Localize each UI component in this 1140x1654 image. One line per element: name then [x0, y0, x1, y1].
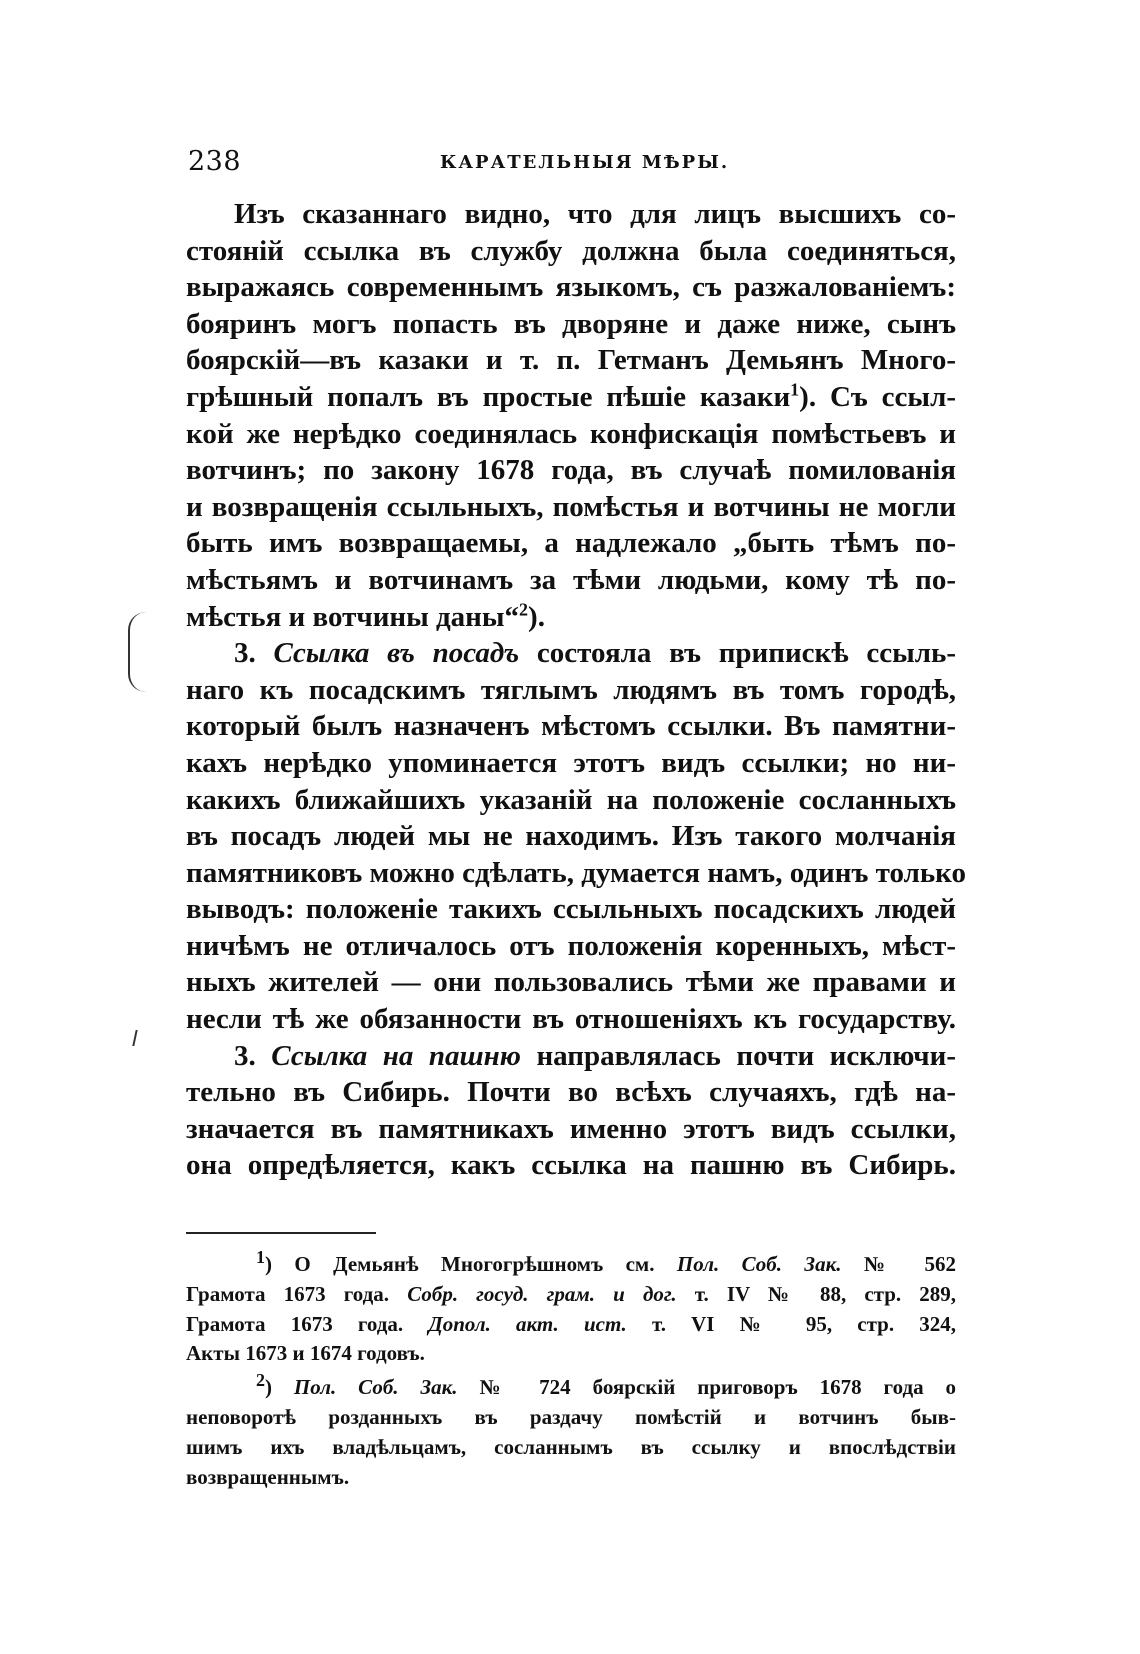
text-line: бояринъ могъ попасть въ дворяне и даже ниже, сынъ [186, 307, 956, 340]
text-line: боярскій—въ казаки и т. п. Гетманъ Демьянъ Много- [186, 344, 956, 377]
text-fragment: Грамота 1673 года. [186, 1281, 390, 1306]
footnotes [186, 1247, 957, 1492]
text-fragment: направлялась почти исключи- [536, 1039, 957, 1072]
text-line [186, 379, 956, 416]
text-line: кой же нерѣдко соединялась конфискація помѣстьевъ и [186, 417, 956, 450]
text-line: памятниковъ можно сдѣлать, думается намъ, одинъ только [186, 856, 967, 889]
footnote-2-line: возвращеннымъ. [186, 1464, 350, 1489]
text-line: наго къ посадскимъ тяглымъ людямъ въ томъ городѣ, [186, 673, 956, 706]
section-title: Ссылка въ посадъ [273, 637, 520, 670]
text-fragment: ) О Демьянѣ Многогрѣшномъ см. [265, 1252, 655, 1276]
text-line: выводъ: положеніе такихъ ссыльныхъ посадскихъ людей [186, 893, 956, 926]
footnote-ref-2: 2 [519, 598, 529, 619]
text-fragment: т. VI № 95, стр. 324, [651, 1311, 957, 1336]
text-line: вотчинъ; по закону 1678 года, въ случаѣ помилованія [186, 454, 956, 487]
body-text [186, 196, 967, 1184]
footnote-1-line: Акты 1673 и 1674 годовъ. [186, 1341, 425, 1366]
text-line: и возвращенія ссыльныхъ, помѣстья и вотчины не могли [186, 490, 956, 523]
text-line: кахъ нерѣдко упоминается этотъ видъ ссылки; но ни- [186, 746, 956, 779]
text-fragment: № 724 боярскій приговоръ 1678 года о [479, 1375, 957, 1400]
text-fragment: № 562 [863, 1252, 956, 1276]
footnote-2-line: шимъ ихъ владѣльцамъ, сосланнымъ въ ссылку и впослѣдствіи [186, 1434, 956, 1459]
text-fragment: Грамота 1673 года. [186, 1311, 404, 1336]
text-fragment: мѣстья и вотчины даны“ [186, 600, 520, 633]
citation-title: Пол. Соб. Зак. [676, 1252, 842, 1276]
footnote-2 [186, 1370, 957, 1492]
section-heading-line [186, 635, 956, 672]
footnote-2-line: неповоротѣ розданныхъ въ раздачу помѣстій и вотчинъ быв- [186, 1404, 956, 1429]
text-fragment: т. IV № 88, стр. 289, [694, 1281, 957, 1306]
text-line: какихъ ближайшихъ указаній на положеніе сосланныхъ [186, 783, 956, 816]
text-line: мѣстьямъ и вотчинамъ за тѣми людьми, кому тѣ по- [186, 563, 956, 596]
text-line: ничѣмъ не отличалось отъ положенія коренныхъ, мѣст- [186, 929, 956, 962]
footnote-rule [186, 1232, 376, 1234]
text-line [186, 599, 956, 636]
text-line: тельно въ Сибирь. Почти во всѣхъ случаяхъ, гдѣ на- [186, 1076, 956, 1109]
marginal-bracket [128, 612, 148, 692]
text-fragment: состояла въ припискѣ ссыль- [536, 637, 957, 670]
footnote-2-line [256, 1370, 957, 1403]
text-line: въ посадъ людей мы не находимъ. Изъ такого молчанія [186, 820, 956, 853]
text-fragment: ) [265, 1375, 272, 1400]
text-fragment: грѣшный попалъ въ простые пѣшіе казаки [186, 380, 791, 413]
section-title: Ссылка на пашню [271, 1039, 521, 1072]
text-line: стояній ссылка въ службу должна была соединяться, [186, 234, 956, 267]
citation-title: Допол. акт. ист. [428, 1311, 627, 1336]
footnote-1-line [186, 1280, 956, 1310]
footnote-ref-1: 1 [790, 379, 800, 400]
text-fragment: ). Съ ссыл- [799, 380, 956, 413]
section-heading-line [186, 1038, 956, 1075]
footnote-1-marker: 1 [256, 1247, 265, 1267]
footnote-2-marker: 2 [256, 1370, 265, 1391]
text-line: ныхъ жителей — они пользовались тѣми же правами и [186, 966, 956, 999]
footnote-1-line [186, 1310, 956, 1340]
text-line: выражаясь современнымъ языкомъ, съ разжалованіемъ: [186, 271, 956, 304]
text-line: значается въ памятникахъ именно этотъ видъ ссылки, [186, 1112, 956, 1145]
text-line: она опредѣляется, какъ ссылка на пашню въ Сибирь. [186, 1149, 956, 1182]
text-fragment: ). [528, 600, 545, 633]
text-line: несли тѣ же обязанности въ отношеніяхъ къ государству. [186, 1003, 956, 1036]
footnote-1-line [256, 1247, 956, 1280]
citation-title: Пол. Соб. Зак. [293, 1375, 458, 1400]
text-line: который былъ назначенъ мѣстомъ ссылки. Въ памятни- [186, 710, 956, 743]
section-number: 3. [234, 637, 256, 670]
page-number: 238 [188, 146, 242, 177]
citation-title: Собр. госуд. грам. и дог. [407, 1281, 677, 1306]
text-line: быть имъ возвращаемы, а надлежало „быть тѣмъ по- [186, 527, 956, 560]
section-number: 3. [234, 1039, 256, 1072]
running-head: КАРАТЕЛЬНЫЯ МѢРЫ. [440, 152, 730, 173]
marginal-tick [132, 1030, 137, 1046]
text-line: Изъ сказаннаго видно, что для лицъ высшихъ со- [234, 198, 956, 230]
